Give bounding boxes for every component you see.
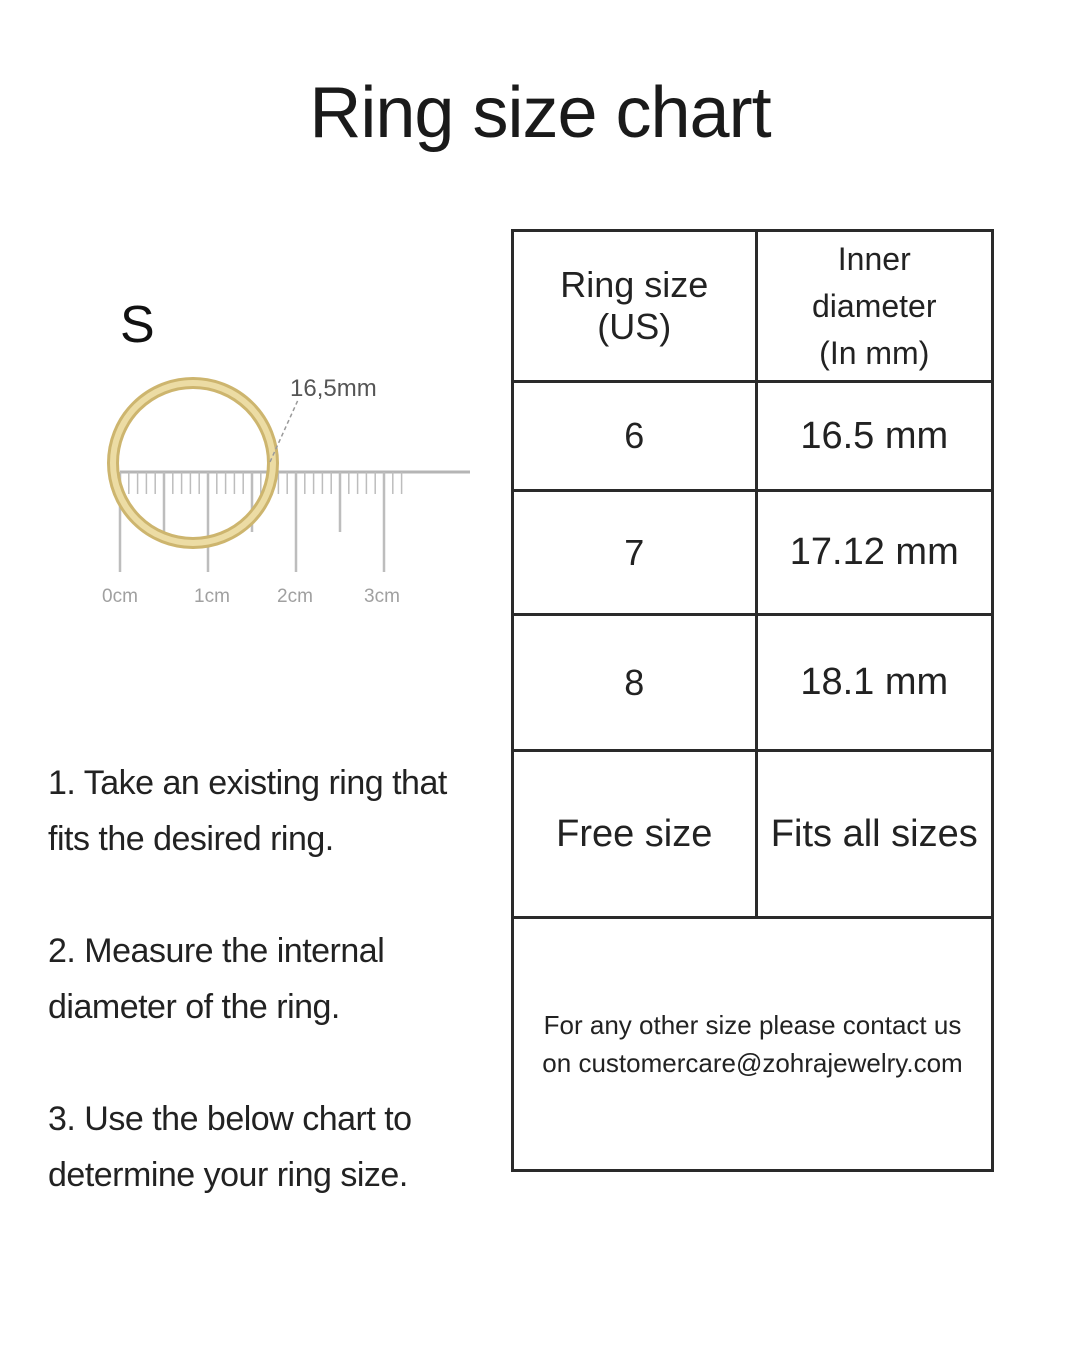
measurement-label: 16,5mm bbox=[290, 375, 377, 402]
measurement-pointer bbox=[270, 400, 298, 462]
cell-diameter: 16.5 mm bbox=[756, 382, 992, 491]
ruler-label-3: 3cm bbox=[364, 586, 400, 607]
header-inner-diameter bbox=[756, 231, 992, 382]
contact-note bbox=[513, 918, 993, 1171]
instruction-step-3: 3. Use the below chart to determine your ring size. bbox=[48, 1100, 412, 1194]
instruction-step-2: 2. Measure the internal diameter of the ring. bbox=[48, 932, 385, 1026]
table-row bbox=[513, 615, 993, 751]
cell-diameter: Fits all sizes bbox=[756, 751, 992, 918]
ring-measure-illustration bbox=[90, 290, 490, 620]
cell-size: 7 bbox=[513, 491, 757, 615]
ring-highlight bbox=[113, 383, 273, 543]
table-header-row bbox=[513, 231, 993, 382]
table-row bbox=[513, 382, 993, 491]
cell-size: 8 bbox=[513, 615, 757, 751]
instructions bbox=[48, 755, 488, 1203]
size-letter: S bbox=[120, 296, 155, 354]
page-title: Ring size chart bbox=[309, 73, 771, 153]
ruler-ticks bbox=[120, 472, 402, 572]
table-row bbox=[513, 751, 993, 918]
table-row bbox=[513, 491, 993, 615]
ruler-label-2: 2cm bbox=[277, 586, 313, 607]
contact-email: on customercare@zohrajewelry.com bbox=[542, 1048, 963, 1078]
header-ring-size: Ring size (US) bbox=[513, 231, 757, 382]
header-diameter-line2: diameter bbox=[812, 287, 937, 324]
ring-size-table bbox=[511, 229, 994, 1172]
cell-diameter: 18.1 mm bbox=[756, 615, 992, 751]
header-diameter-line3: (In mm) bbox=[819, 334, 930, 371]
cell-size: Free size bbox=[513, 751, 757, 918]
ruler-label-1: 1cm bbox=[194, 586, 230, 607]
contact-line-1: For any other size please contact us bbox=[543, 1010, 962, 1040]
cell-diameter: 17.12 mm bbox=[756, 491, 992, 615]
contact-row bbox=[513, 918, 993, 1171]
ruler-label-0: 0cm bbox=[102, 586, 138, 607]
header-diameter-line1: Inner bbox=[837, 240, 911, 277]
instruction-step-1: 1. Take an existing ring that fits the desired ring. bbox=[48, 764, 447, 858]
cell-size: 6 bbox=[513, 382, 757, 491]
